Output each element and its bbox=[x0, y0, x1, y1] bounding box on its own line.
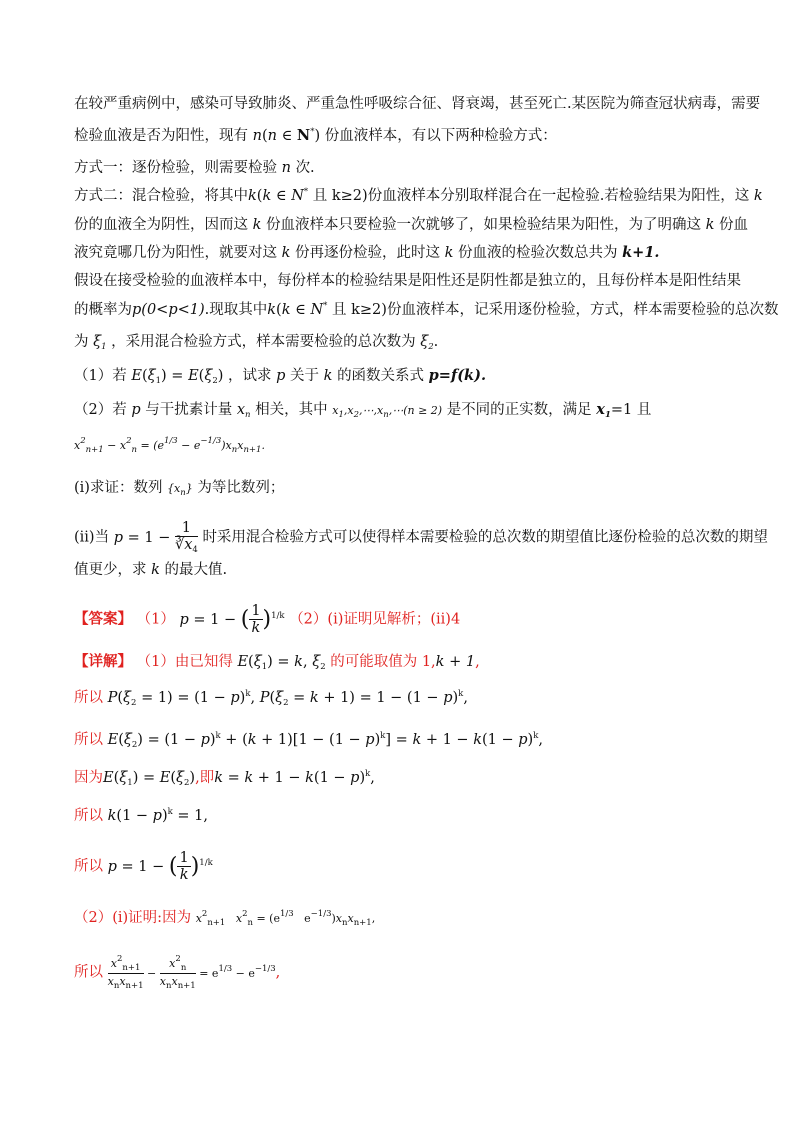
math-k: k bbox=[252, 217, 262, 233]
question-2-i bbox=[74, 478, 734, 500]
question-2-i-text: (i)求证：数列 bbox=[74, 480, 163, 496]
method-one-tail: 次. bbox=[295, 160, 315, 176]
assumption-text: .现取其中 bbox=[204, 302, 268, 318]
method-two-text: 份血液的检验次数总共为 bbox=[458, 245, 618, 261]
question-2-text: 与干扰素计量 bbox=[145, 402, 233, 418]
assumption-text: 为 bbox=[74, 334, 89, 350]
method-two-text: 份血 bbox=[719, 217, 749, 233]
assumption-text: ，采用混合检验方式，样本需要检验的总次数为 bbox=[111, 334, 416, 350]
solution-line-5 bbox=[74, 806, 734, 828]
math-k: k bbox=[281, 245, 291, 261]
method-two-text-2: k≥2)份血液样本分别取样混合在一起检验.若检验结果为阳性，这 bbox=[331, 188, 750, 204]
question-2-ii-text: 值更少，求 bbox=[74, 562, 147, 578]
answer-line bbox=[74, 603, 734, 636]
solution-line-7 bbox=[74, 908, 734, 930]
math-k-plus-1: k+1. bbox=[622, 244, 660, 261]
math-answer-1: p = 1 − ( $\frac{1}{k}$ )$^{1/k}$ bbox=[179, 603, 285, 636]
math-k: k bbox=[705, 217, 715, 233]
question-2-text: 相关，其中 bbox=[255, 402, 328, 418]
method-two-text: 方式二：混合检验，将其中 bbox=[74, 188, 248, 204]
math-k-in-N-expr: k(k ∈ N* bbox=[267, 301, 328, 318]
math-seq-xn: $\{x_n\}$ bbox=[167, 482, 193, 498]
math-k: k bbox=[151, 562, 160, 578]
question-1 bbox=[74, 366, 734, 388]
math-k-in-N-expr: (k ∈ N* bbox=[256, 187, 309, 204]
question-2-text: 是不同的正实数，满足 bbox=[446, 402, 592, 418]
question-1-text: ，试求 bbox=[228, 368, 272, 384]
method-two-text: 份的血液全为阴性，因而这 bbox=[74, 217, 248, 233]
math-recurrence-restated: $x^2_{n+1}$ $x^2_n = (e^{1/3}$ $e^{-1/3})x_nx_{n+1}$, bbox=[195, 909, 376, 928]
solution-text: （2） bbox=[74, 910, 113, 926]
solution-text: 因为 bbox=[74, 770, 103, 786]
method-two-line-2 bbox=[74, 215, 749, 235]
assumption-line-3: 为 $\xi_1$ ，采用混合检验方式，样本需要检验的总次数为 $\xi_2$. bbox=[74, 334, 439, 352]
answer-part-2-ii: (ii)4 bbox=[430, 611, 461, 628]
problem-line-2 bbox=[74, 126, 734, 148]
solution-line-2 bbox=[74, 688, 734, 710]
math-ratio-difference: $\frac{x^2_{n+1}}{x_nx_{n+1}}$ − $\frac{x^2_n}{x_nx_{n+1}}$ = $e^{1/3} - e^{-1/3}$ bbox=[107, 954, 276, 991]
question-2-text: （2）若 bbox=[74, 402, 127, 418]
assumption-line-2 bbox=[74, 300, 779, 322]
method-two-text: 份血液样本只要检验一次就够了，如果检验结果为阳性，为了明确这 bbox=[266, 217, 702, 233]
method-two-text: 液究竟哪几份为阳性，就要对这 bbox=[74, 245, 277, 261]
math-xn: $x_n$ bbox=[236, 402, 251, 420]
math-k: k bbox=[323, 368, 333, 384]
math-k: k bbox=[753, 188, 763, 204]
answer-part-1: （1） bbox=[136, 611, 175, 628]
question-2-ii-text: 时采用混合检验方式可以使得样本需要检验的总次数的期望值比逐份检验的总次数的期望 bbox=[202, 529, 768, 546]
math-recurrence: $x^2_{n+1} - x^2_n = (e^{1/3} - e^{-1/3})x_nx_{n+1}$. bbox=[74, 436, 265, 455]
assumption-text: 假设在接受检验的血液样本中，每份样本的检验结果是阳性还是阴性都是独立的，且每份样本是阳性结果 bbox=[74, 273, 741, 289]
method-one bbox=[74, 158, 734, 178]
question-2-ii bbox=[74, 520, 768, 555]
assumption-line-1 bbox=[74, 271, 741, 291]
solution-line-3 bbox=[74, 730, 734, 752]
solution-line-8: 所以 $\frac{x^2_{n+1}}{x_nx_{n+1}}$ − $\frac{x^2_n}{x_nx_{n+1}}$ = $e^{1/3} - e^{-1/3}$, bbox=[74, 954, 281, 991]
problem-text: 在较严重病例中，感染可导致肺炎、严重急性呼吸综合征、肾衰竭，甚至死亡.某医院为筛查冠状病毒，需要 bbox=[74, 96, 761, 112]
question-2-i-text: 为等比数列； bbox=[197, 480, 285, 496]
answer-part-2-i: (i)证明见解析； bbox=[327, 611, 431, 628]
question-1-text: （1）若 bbox=[74, 368, 127, 384]
solution-text: ,即 bbox=[195, 770, 215, 786]
solution-label: 【详解】 bbox=[74, 653, 132, 670]
solution-text: (i)证明:因为 bbox=[112, 910, 192, 926]
math-probabilities: $P(\xi_2 = 1) = (1 - p)^k$, $P(\xi_2 = k + 1) = 1 - (1 - p)^k$, bbox=[107, 689, 468, 708]
math-sequence: $x_1,x_2,\cdots,x_n,\cdots(n \ge 2)$ bbox=[332, 404, 443, 420]
problem-line-1 bbox=[74, 94, 761, 114]
math-k-equation: $k = k + 1 - k(1 - p)^k$, bbox=[214, 769, 375, 786]
question-2 bbox=[74, 400, 734, 422]
solution-line-6 bbox=[74, 850, 734, 883]
math-n-in-N: n bbox=[252, 128, 262, 144]
math-x1-equals-1: $x_1$ bbox=[596, 401, 611, 420]
solution-text: 的可能取值为 bbox=[330, 654, 418, 670]
question-2-ii-text: 的最大值. bbox=[164, 562, 228, 578]
answer-label: 【答案】 bbox=[74, 610, 132, 628]
math-p-result: p = 1 − ( $\frac{1}{k}$ )$^{1/k}$ bbox=[107, 850, 213, 883]
question-1-text: 关于 bbox=[290, 368, 320, 384]
math-p-equals-fk: p=f(k). bbox=[428, 367, 487, 384]
problem-text: 份血液样本，有以下两种检验方式： bbox=[324, 128, 557, 144]
method-two-text: 份再逐份检验，此时这 bbox=[295, 245, 441, 261]
math-k-one-minus-p: $k(1 - p)^k = 1$, bbox=[107, 807, 208, 824]
math-expectation-equal: $E(\xi_1) = E(\xi_2)$ bbox=[103, 770, 196, 788]
solution-text: 所以 bbox=[74, 964, 103, 981]
math-expectation-equal: $E(\xi_1) = E(\xi_2)$ bbox=[131, 368, 224, 386]
math-n: n bbox=[281, 160, 291, 176]
math-p-expression: p = 1 − $\frac{1}{∛x_4}$ bbox=[113, 520, 198, 555]
solution-text: 所以 bbox=[74, 808, 103, 824]
solution-line-1: 【详解】 （1）由已知得 $E(\xi_1) = k$, $\xi_2$ 的可能取值为 1,k + 1, bbox=[74, 653, 480, 672]
method-two-line-3 bbox=[74, 243, 734, 263]
solution-text: （1）由已知得 bbox=[136, 654, 233, 670]
question-1-text: 的函数关系式 bbox=[337, 368, 425, 384]
solution-value: 1, bbox=[421, 654, 436, 670]
solution-text: 所以 bbox=[74, 858, 103, 875]
question-2-ii-text: (ii)当 bbox=[74, 529, 110, 546]
math-p-range: p(0<p<1) bbox=[132, 302, 205, 318]
math-p: p bbox=[276, 368, 286, 384]
condition-formula bbox=[74, 436, 734, 457]
math-p: p bbox=[131, 402, 141, 418]
assumption-text: k≥2)份血液样本，记采用逐份检验，方式，样本需要检验的总次数 bbox=[351, 302, 779, 318]
method-two-and: 且 bbox=[312, 188, 328, 204]
method-two-line-1 bbox=[74, 186, 763, 208]
math-n-in-N-expr: (n ∈ N*) bbox=[261, 127, 321, 144]
solution-text: 所以 bbox=[74, 732, 103, 748]
math-k: k bbox=[444, 245, 454, 261]
solution-line-4 bbox=[74, 768, 734, 790]
method-one-text: 方式一：逐份检验，则需要检验 bbox=[74, 160, 277, 176]
assumption-and: 且 bbox=[332, 302, 347, 318]
math-e-xi1-equals-k: $E(\xi_1) = k$, $\xi_2$ bbox=[237, 654, 326, 672]
math-k-in-N: k bbox=[248, 188, 257, 204]
solution-text: 所以 bbox=[74, 690, 103, 706]
answer-part-2: （2） bbox=[289, 611, 328, 628]
math-expectation-xi2: $E(\xi_2) = (1 - p)^k + (k + 1)[1 - (1 - p)^k] = k + 1 - k(1 - p)^k$, bbox=[107, 731, 543, 750]
question-2-ii-tail bbox=[74, 560, 734, 580]
question-2-text: =1 且 bbox=[610, 402, 652, 418]
math-xi2: $\xi_2$ bbox=[420, 334, 434, 352]
math-xi1: $\xi_1$ bbox=[93, 334, 107, 352]
math-k-plus-one: k + 1 bbox=[435, 654, 476, 670]
assumption-text: 的概率为 bbox=[74, 302, 132, 318]
problem-text: 检验血液是否为阳性，现有 bbox=[74, 128, 248, 144]
